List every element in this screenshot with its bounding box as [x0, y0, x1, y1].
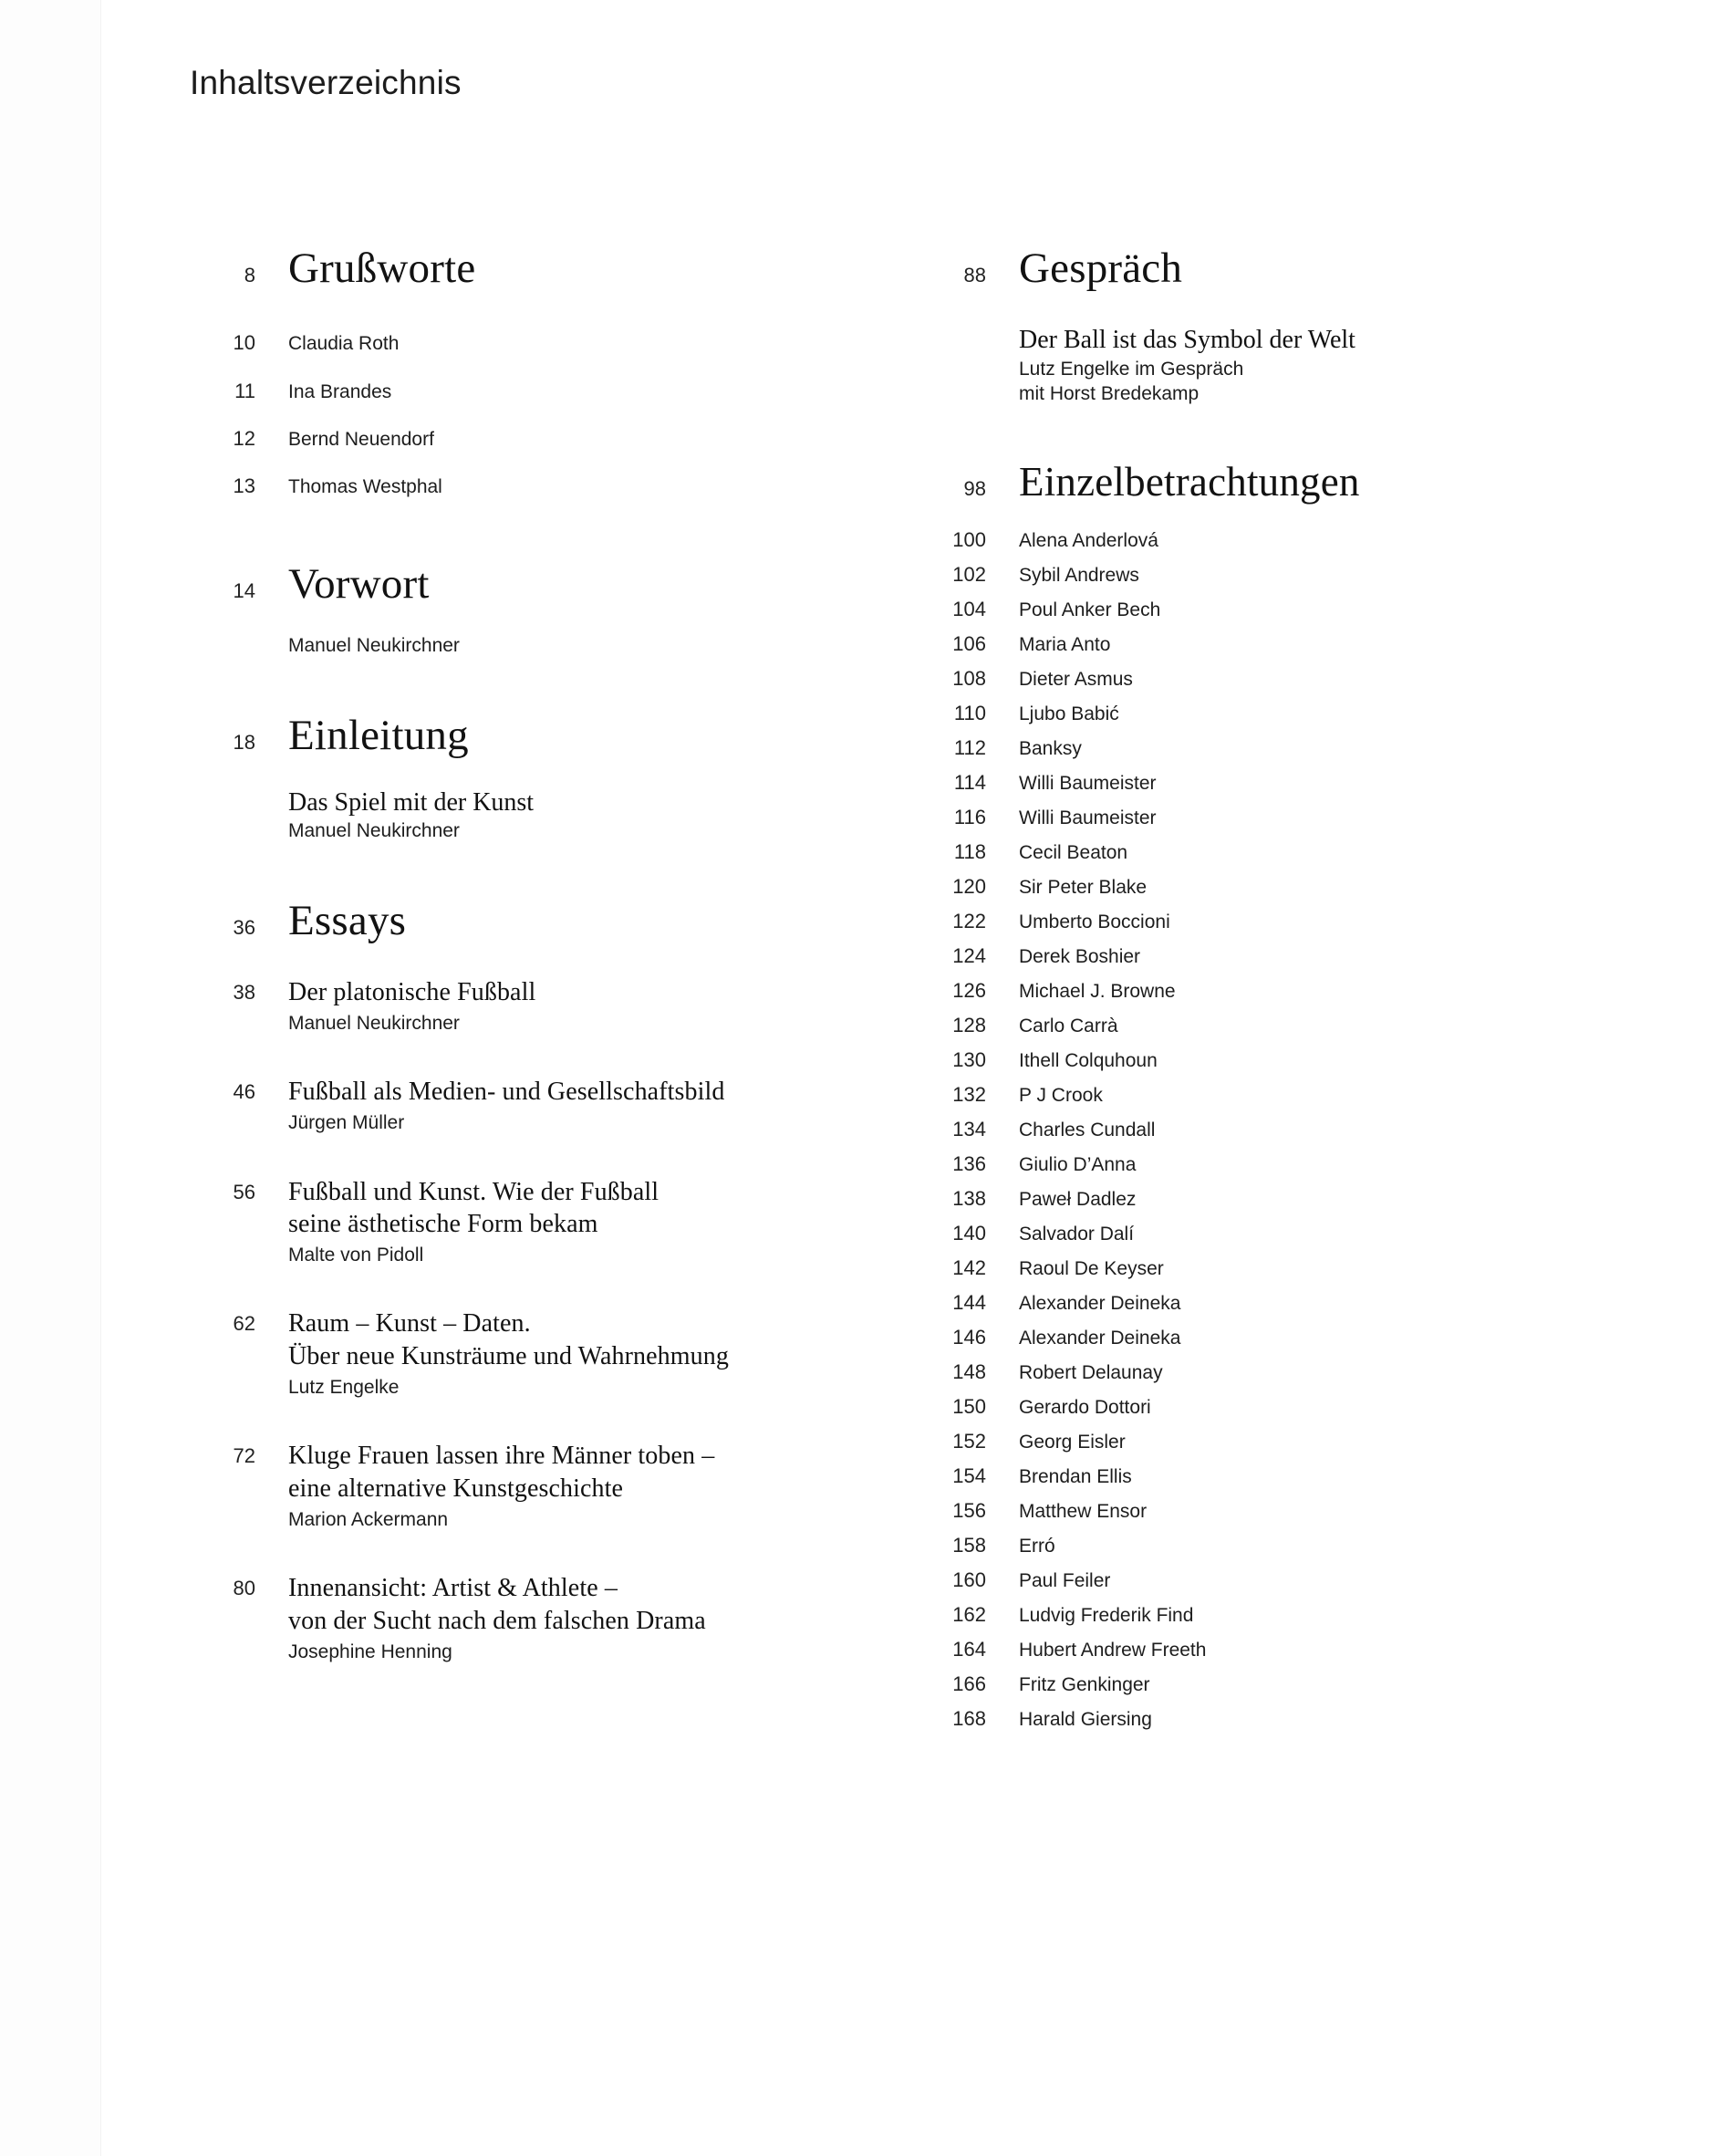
artist-row[interactable]	[898, 1048, 1592, 1083]
artist-page-number: 116	[953, 805, 986, 828]
row-label: Claudia Roth	[288, 333, 400, 355]
artist-list	[898, 528, 1592, 1742]
artist-row[interactable]	[898, 944, 1592, 979]
artist-page-number: 168	[952, 1706, 986, 1730]
artist-row[interactable]	[898, 702, 1592, 736]
artist-row[interactable]	[898, 1638, 1592, 1672]
artist-row[interactable]	[898, 1707, 1592, 1742]
section-grusswahl	[190, 246, 874, 498]
artist-name: Brendan Ellis	[1019, 1465, 1132, 1487]
artist-page-number: 112	[953, 735, 986, 759]
section-header-grussworte[interactable]	[190, 246, 874, 291]
artist-page-number: 142	[952, 1255, 986, 1279]
section-essays	[190, 896, 874, 1664]
essay-entry[interactable]	[190, 1572, 874, 1664]
artist-name: Derek Boshier	[1019, 945, 1141, 967]
section-page-number: 36	[233, 915, 255, 939]
artist-row[interactable]	[898, 910, 1592, 944]
section-page-number: 8	[244, 264, 255, 286]
artist-name: Dieter Asmus	[1019, 668, 1133, 690]
artist-name: Poul Anker Bech	[1019, 599, 1161, 620]
artist-page-number: 136	[952, 1151, 986, 1175]
artist-row[interactable]	[898, 1568, 1592, 1603]
section-einleitung	[190, 713, 874, 844]
toc-row[interactable]	[190, 427, 874, 451]
entry-title-line: seine ästhetische Form bekam	[288, 1210, 598, 1239]
artist-page-number: 156	[952, 1498, 986, 1522]
entry-page-number: 46	[233, 1080, 255, 1104]
artist-page-number: 132	[952, 1082, 986, 1106]
toc-row[interactable]	[190, 331, 874, 355]
artist-row[interactable]	[898, 1603, 1592, 1638]
artist-name: Sir Peter Blake	[1019, 876, 1148, 898]
artist-name: Paweł Dadlez	[1019, 1188, 1137, 1210]
essay-entry[interactable]	[190, 1076, 874, 1135]
entry-page-number: 80	[233, 1577, 255, 1600]
artist-name: Matthew Ensor	[1019, 1500, 1148, 1522]
section-page-number: 14	[233, 579, 255, 603]
row-page-number: 12	[233, 426, 255, 450]
entry-author: Malte von Pidoll	[288, 1245, 424, 1266]
section-page-number: 98	[963, 477, 986, 501]
artist-name: Sybil Andrews	[1019, 564, 1139, 586]
section-subblock-einleitung	[288, 786, 874, 844]
artist-page-number: 102	[952, 562, 986, 586]
artist-name: Willi Baumeister	[1019, 807, 1157, 828]
artist-row[interactable]	[898, 1152, 1592, 1187]
section-author-line-2: mit Horst Bredekamp	[1019, 382, 1200, 404]
artist-row[interactable]	[898, 1672, 1592, 1707]
artist-page-number: 114	[953, 770, 986, 794]
artist-row[interactable]	[898, 875, 1592, 910]
section-author: Manuel Neukirchner	[288, 635, 460, 657]
row-label: Bernd Neuendorf	[288, 428, 434, 450]
artist-row[interactable]	[898, 1014, 1592, 1048]
artist-row[interactable]	[898, 771, 1592, 806]
artist-name: Michael J. Browne	[1019, 980, 1176, 1002]
entry-title-line: Fußball und Kunst. Wie der Fußball	[288, 1177, 659, 1206]
essay-entry[interactable]	[190, 1440, 874, 1532]
entry-title-line: Der platonische Fußball	[288, 978, 536, 1007]
artist-row[interactable]	[898, 1534, 1592, 1568]
section-header-gespraech[interactable]	[898, 246, 1592, 291]
artist-name: Carlo Carrà	[1019, 1015, 1118, 1036]
artist-name: Gerardo Dottori	[1019, 1396, 1151, 1418]
artist-name: P J Crook	[1019, 1084, 1103, 1106]
section-vorwort	[190, 562, 874, 659]
section-subblock-vorwort	[288, 634, 874, 659]
artist-row[interactable]	[898, 1326, 1592, 1360]
artist-name: Raoul De Keyser	[1019, 1257, 1164, 1279]
artist-page-number: 166	[952, 1672, 986, 1695]
section-subblock-gespraech	[1019, 324, 1592, 406]
section-header-vorwort[interactable]	[190, 562, 874, 607]
artist-row[interactable]	[898, 598, 1592, 632]
artist-page-number: 124	[952, 943, 986, 967]
row-label: Thomas Westphal	[288, 475, 442, 497]
artist-page-number: 164	[952, 1637, 986, 1661]
artist-name: Hubert Andrew Freeth	[1019, 1639, 1207, 1661]
artist-row[interactable]	[898, 736, 1592, 771]
artist-name: Ludvig Frederik Find	[1019, 1604, 1194, 1626]
artist-row[interactable]	[898, 1464, 1592, 1499]
entry-title-line: Innenansicht: Artist & Athlete –	[288, 1574, 618, 1603]
section-title: Grußworte	[288, 245, 476, 292]
entry-page-number: 72	[233, 1444, 255, 1468]
row-page-number: 10	[233, 331, 255, 355]
artist-page-number: 162	[952, 1602, 986, 1626]
artist-row[interactable]	[898, 667, 1592, 702]
entry-author: Lutz Engelke	[288, 1377, 400, 1399]
artist-row[interactable]	[898, 1360, 1592, 1395]
artist-page-number: 118	[953, 839, 986, 863]
section-title: Vorwort	[288, 560, 430, 609]
entry-author: Marion Ackermann	[288, 1509, 449, 1531]
section-title: Einleitung	[288, 712, 469, 760]
section-header-einleitung[interactable]	[190, 713, 874, 758]
entry-title-line: Fußball als Medien- und Gesellschaftsbild	[288, 1078, 725, 1107]
artist-page-number: 154	[952, 1463, 986, 1487]
artist-name: Alexander Deineka	[1019, 1292, 1181, 1314]
artist-row[interactable]	[898, 840, 1592, 875]
artist-page-number: 146	[952, 1325, 986, 1349]
artist-page-number: 140	[952, 1221, 986, 1245]
section-gespraech	[898, 246, 1592, 406]
artist-page-number: 160	[952, 1568, 986, 1591]
artist-row[interactable]	[898, 1499, 1592, 1534]
artist-name: Erró	[1019, 1535, 1055, 1557]
section-page-number: 18	[233, 731, 255, 755]
toc-row[interactable]	[190, 380, 874, 403]
row-label: Ina Brandes	[288, 380, 392, 402]
artist-page-number: 134	[952, 1117, 986, 1140]
entry-title-line: eine alternative Kunstgeschichte	[288, 1474, 624, 1504]
entry-title-line: Über neue Kunsträume und Wahrnehmung	[288, 1342, 729, 1371]
toc-right-column	[898, 246, 1592, 1742]
entry-page-number: 38	[233, 981, 255, 1005]
artist-name: Ithell Colquhoun	[1019, 1049, 1158, 1071]
artist-row[interactable]	[898, 806, 1592, 840]
section-author-line-1: Lutz Engelke im Gespräch	[1019, 358, 1244, 380]
artist-page-number: 144	[952, 1290, 986, 1314]
essay-entry[interactable]	[190, 1176, 874, 1268]
artist-page-number: 152	[952, 1429, 986, 1453]
artist-page-number: 108	[952, 666, 986, 690]
artist-name: Robert Delaunay	[1019, 1361, 1163, 1383]
artist-page-number: 110	[953, 701, 986, 724]
artist-row[interactable]	[898, 1430, 1592, 1464]
section-author: Manuel Neukirchner	[288, 820, 460, 842]
entry-page-number: 62	[233, 1312, 255, 1336]
section-subtitle: Der Ball ist das Symbol der Welt	[1019, 326, 1355, 355]
artist-page-number: 120	[952, 874, 986, 898]
artist-page-number: 128	[952, 1013, 986, 1036]
artist-name: Ljubo Babić	[1019, 703, 1119, 724]
entry-author: Jürgen Müller	[288, 1112, 405, 1134]
artist-row[interactable]	[898, 528, 1592, 563]
artist-page-number: 138	[952, 1186, 986, 1210]
artist-name: Georg Eisler	[1019, 1431, 1126, 1453]
section-subtitle: Das Spiel mit der Kunst	[288, 787, 535, 817]
artist-row[interactable]	[898, 563, 1592, 598]
section-page-number: 88	[963, 264, 986, 286]
section-einzelbetrachtungen	[898, 461, 1592, 1741]
toc-left-column	[190, 246, 874, 1664]
artist-name: Alexander Deineka	[1019, 1327, 1181, 1349]
artist-page-number: 150	[952, 1394, 986, 1418]
artist-row[interactable]	[898, 1395, 1592, 1430]
row-page-number: 13	[233, 474, 255, 497]
artist-row[interactable]	[898, 632, 1592, 667]
artist-name: Fritz Genkinger	[1019, 1673, 1150, 1695]
artist-row[interactable]	[898, 1187, 1592, 1222]
artist-page-number: 106	[952, 631, 986, 655]
essay-entry[interactable]	[190, 1307, 874, 1400]
artist-page-number: 148	[952, 1359, 986, 1383]
artist-name: Umberto Boccioni	[1019, 911, 1170, 932]
artist-page-number: 104	[952, 597, 986, 620]
artist-page-number: 126	[952, 978, 986, 1002]
artist-name: Banksy	[1019, 737, 1082, 759]
entry-title-line: Kluge Frauen lassen ihre Männer toben –	[288, 1442, 715, 1471]
section-title: Essays	[288, 896, 407, 944]
artist-page-number: 130	[952, 1047, 986, 1071]
entry-title-line: von der Sucht nach dem falschen Drama	[288, 1607, 706, 1636]
entry-author: Manuel Neukirchner	[288, 1013, 460, 1035]
entry-title-line: Raum – Kunst – Daten.	[288, 1309, 531, 1338]
artist-name: Salvador Dalí	[1019, 1223, 1135, 1245]
artist-name: Paul Feiler	[1019, 1569, 1111, 1591]
section-title: Einzelbetrachtungen	[1019, 459, 1360, 505]
section-title: Gespräch	[1019, 245, 1183, 292]
artist-row[interactable]	[898, 1222, 1592, 1256]
artist-name: Willi Baumeister	[1019, 772, 1157, 794]
artist-page-number: 122	[952, 909, 986, 932]
artist-row[interactable]	[898, 1291, 1592, 1326]
essay-entry[interactable]	[190, 976, 874, 1036]
row-page-number: 11	[234, 379, 255, 402]
page-title: Inhaltsverzeichnis	[190, 64, 462, 101]
artist-name: Giulio D’Anna	[1019, 1153, 1137, 1175]
section-header-essays[interactable]	[190, 896, 874, 944]
artist-name: Cecil Beaton	[1019, 841, 1128, 863]
artist-row[interactable]	[898, 1118, 1592, 1152]
artist-row[interactable]	[898, 1256, 1592, 1291]
toc-row[interactable]	[190, 474, 874, 498]
section-header-einzelbetrachtungen[interactable]	[898, 461, 1592, 504]
entry-page-number: 56	[233, 1180, 255, 1203]
artist-name: Charles Cundall	[1019, 1119, 1156, 1140]
artist-name: Harald Giersing	[1019, 1708, 1152, 1730]
artist-name: Maria Anto	[1019, 633, 1111, 655]
page-left-margin	[0, 0, 101, 2156]
artist-name: Alena Anderlová	[1019, 529, 1158, 551]
artist-row[interactable]	[898, 1083, 1592, 1118]
artist-page-number: 100	[952, 527, 986, 551]
artist-row[interactable]	[898, 979, 1592, 1014]
artist-page-number: 158	[952, 1533, 986, 1557]
entry-author: Josephine Henning	[288, 1641, 452, 1663]
